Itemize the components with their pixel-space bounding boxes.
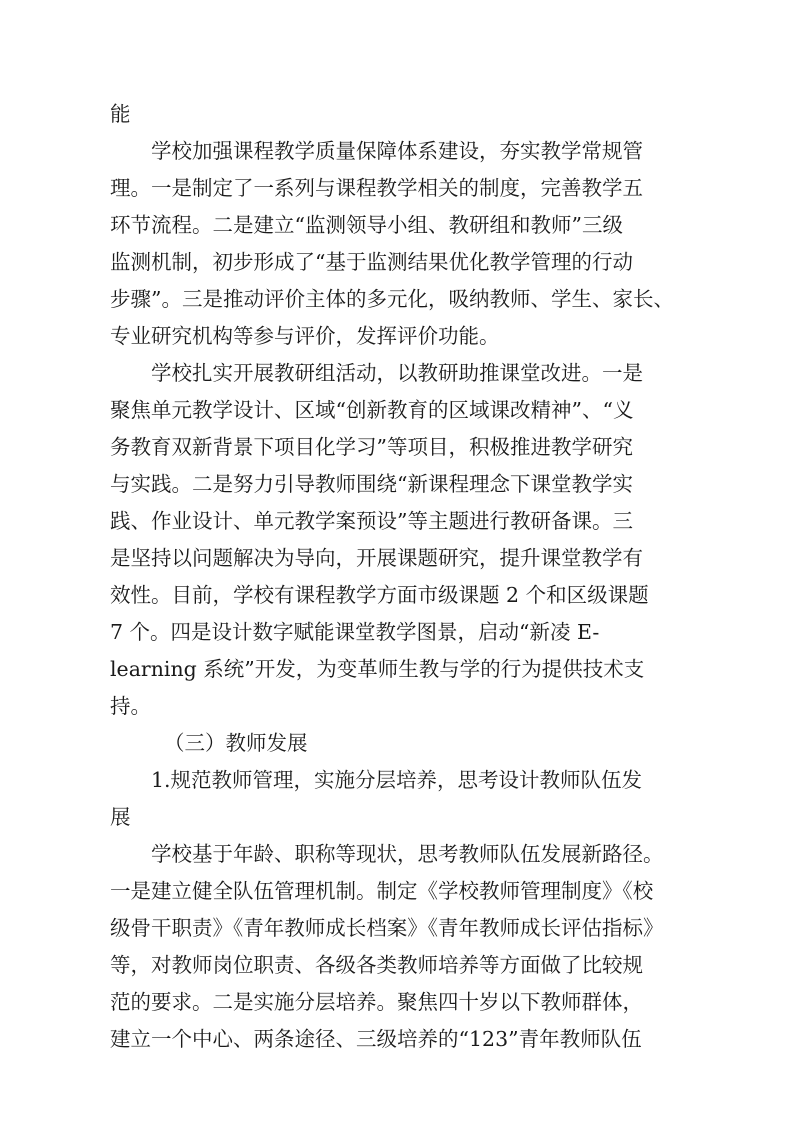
text-line: 步骤”。三是推动评价主体的多元化，吸纳教师、学生、家长、 [110,287,674,311]
text-line: 学校基于年龄、职称等现状，思考教师队伍发展新路径。 [110,842,664,866]
text-line: 学校加强课程教学质量保障体系建设，夯实教学常规管 [110,139,643,163]
text-line: 级骨干职责》《青年教师成长档案》《青年教师成长评估指标》 [110,916,664,940]
text-line: 能 [110,102,131,126]
document-page [110,96,684,1058]
text-line: 聚焦单元教学设计、区域“创新教育的区域课改精神”、“义 [110,398,634,422]
text-line: 效性。目前，学校有课程教学方面市级课题 2 个和区级课题 [110,583,649,607]
text-line: 持。 [110,694,151,718]
text-line: 监测机制，初步形成了“基于监测结果优化教学管理的行动 [110,250,633,274]
text-line: 建立一个中心、两条途径、三级培养的“123”青年教师队伍 [110,1027,642,1051]
text-line: 理。一是制定了一系列与课程教学相关的制度，完善教学五 [110,176,643,200]
section-heading: （三）教师发展 [164,731,308,755]
text-line: 7 个。四是设计数字赋能课堂教学图景，启动“新凌 E- [110,620,600,644]
text-line: learning 系统”开发，为变革师生教与学的行为提供技术支 [110,657,645,681]
text-line: 践、作业设计、单元教学案预设”等主题进行教研备课。三 [110,509,633,533]
text-line: 一是建立健全队伍管理机制。制定《学校教师管理制度》《校 [110,879,654,903]
text-line: 环节流程。二是建立“监测领导小组、教研组和教师”三级 [110,213,623,237]
text-line: 专业研究机构等参与评价，发挥评价功能。 [110,324,500,348]
text-line: 范的要求。二是实施分层培养。聚焦四十岁以下教师群体， [110,990,643,1014]
subsection-heading-line: 展 [110,805,131,829]
text-line: 等，对教师岗位职责、各级各类教师培养等方面做了比较规 [110,953,643,977]
text-line: 是坚持以问题解决为导向，开展课题研究，提升课堂教学有 [110,546,643,570]
text-line: 务教育双新背景下项目化学习”等项目，积极推进教学研究 [110,435,633,459]
text-line: 学校扎实开展教研组活动，以教研助推课堂改进。一是 [110,361,643,385]
text-line: 与实践。二是努力引导教师围绕“新课程理念下课堂教学实 [110,472,633,496]
subsection-heading-line: 1.规范教师管理，实施分层培养，思考设计教师队伍发 [110,768,643,792]
